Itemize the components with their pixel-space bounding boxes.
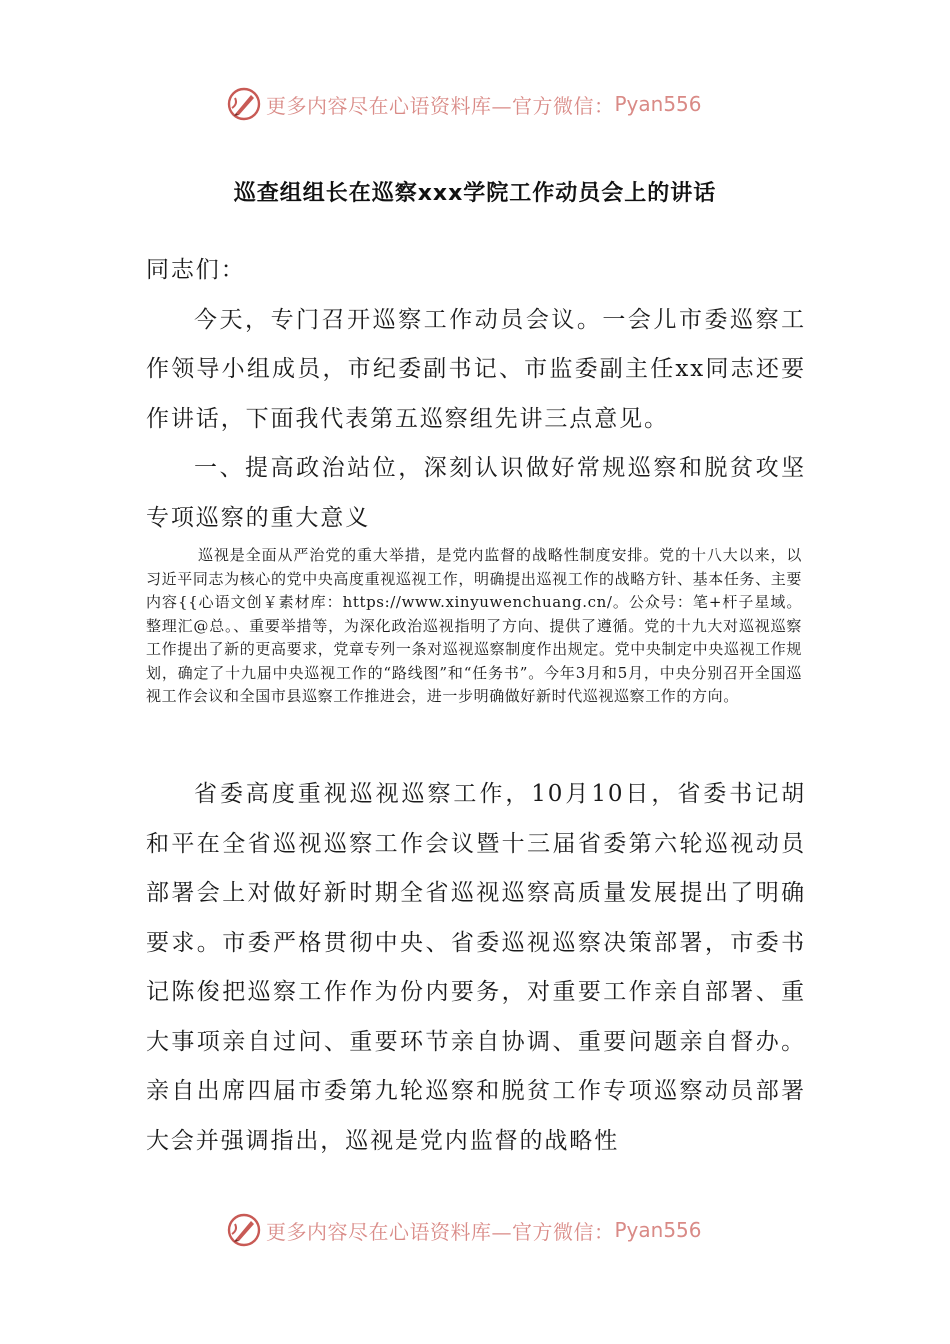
pen-logo-icon — [226, 1212, 262, 1248]
banner-text: 更多内容尽在心语资料库—官方微信： — [266, 1219, 615, 1244]
small-print-section — [146, 544, 802, 709]
document-title: 巡查组组长在巡察xxx学院工作动员会上的讲话 — [233, 181, 717, 206]
wechat-id: Pyan556 — [614, 92, 702, 116]
banner-text: 更多内容尽在心语资料库—官方微信： — [266, 93, 615, 118]
header-watermark-banner — [226, 84, 702, 124]
paragraph-provincial-committee: 省委高度重视巡视巡察工作，10月10日，省委书记胡和平在全省巡视巡察工作会议暨十三届省委第六轮巡视动员部署会上对做好新时期全省巡视巡察高质量发展提出了明确要求。市委严格贯彻中央、省委巡视巡察决策部署，市委书记陈俊把巡察工作作为份内要务，对重要工作亲自部署、重大事项亲自过问、重要环节亲自协调、重要问题亲自督办。亲自出席四届市委第九轮巡察和脱贫工作专项巡察动员部署大会并强调指出，巡视是党内监督的战略性 — [146, 781, 806, 1154]
footer-watermark-banner — [226, 1210, 702, 1250]
section-heading-1: 一、提高政治站位，深刻认识做好常规巡察和脱贫攻坚专项巡察的重大意义 — [146, 455, 806, 531]
pen-logo-icon — [226, 86, 262, 122]
paragraph-intro: 今天，专门召开巡察工作动员会议。一会儿市委巡察工作领导小组成员，市纪委副书记、市监委副主任xx同志还要作讲话，下面我代表第五巡察组先讲三点意见。 — [146, 306, 806, 432]
paragraph-inspection-significance: 巡视是全面从严治党的重大举措，是党内监督的战略性制度安排。党的十八大以来，以习近平同志为核心的党中央高度重视巡视工作，明确提出巡视工作的战略方针、基本任务、主要内容{{心语文创￥素材库：https://www.xinyuwenchuang.cn/。公众号：笔+杆子星域。整理汇@总。、重要举措等，为深化政治巡视指明了方向、提供了遵循。党的十九大对巡视巡察工作提出了新的更高要求，党章专列一条对巡视巡察制度作出规定。党中央制定中央巡视工作规划，确定了十九届中央巡视工作的“路线图”和“任务书”。今年3月和5月，中央分别召开全国巡视工作会议和全国市县巡察工作推进会，进一步明确做好新时代巡视巡察工作的方向。 — [146, 546, 802, 705]
salutation: 同志们： — [146, 257, 246, 283]
opening-section — [146, 246, 806, 543]
wechat-id: Pyan556 — [614, 1218, 702, 1242]
main-body-section — [146, 770, 806, 1166]
